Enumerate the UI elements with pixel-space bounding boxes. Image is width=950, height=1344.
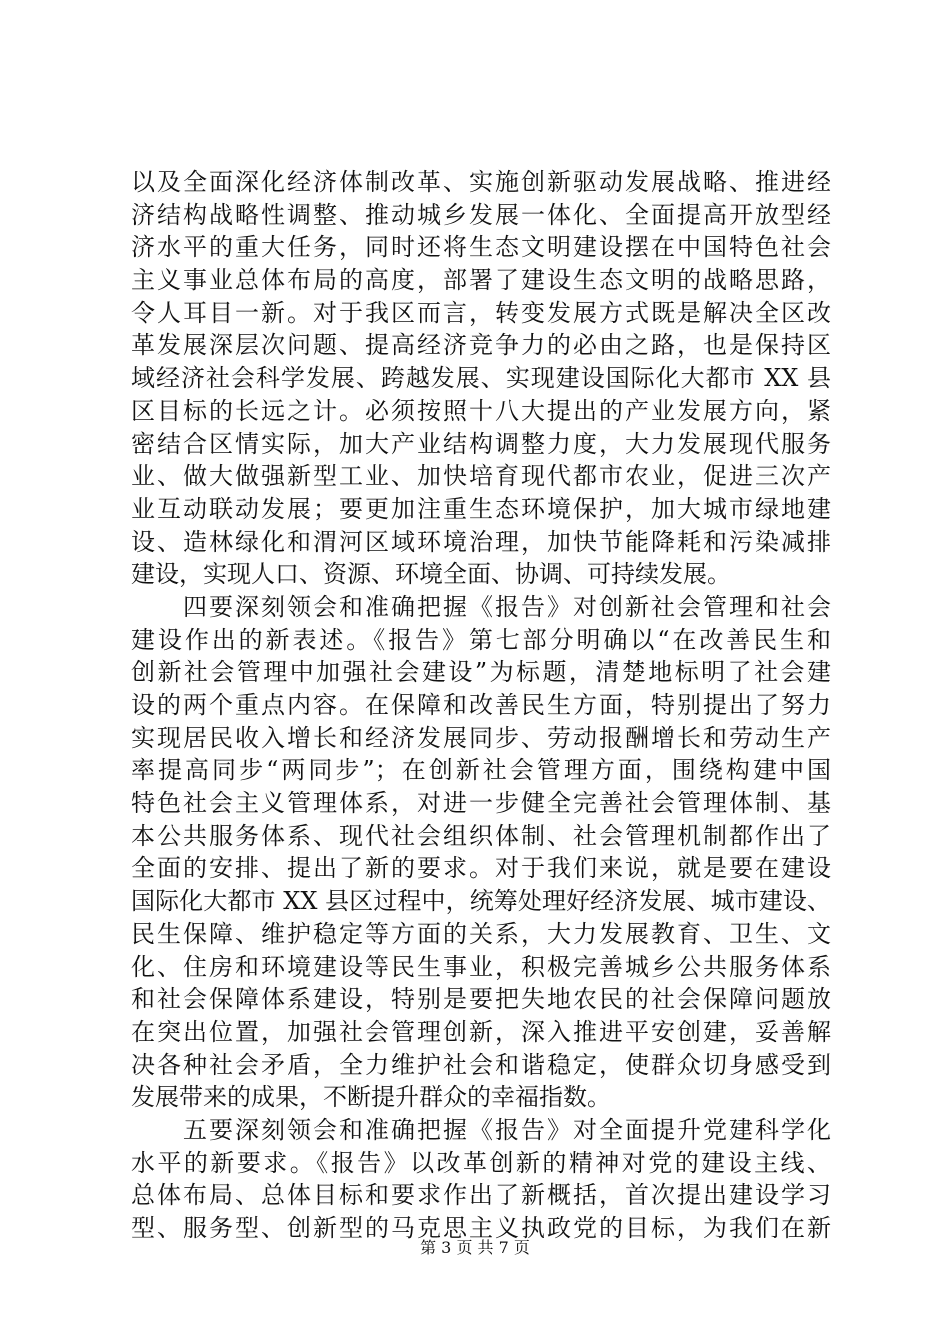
text-line: 本公共服务体系、现代社会组织体制、社会管理机制都作出了 [131, 821, 831, 850]
text-line: 密结合区情实际，加大产业结构调整力度，大力发展现代服务 [131, 429, 831, 458]
text-line: 在突出位置，加强社会管理创新，深入推进平安创建，妥善解 [131, 1017, 831, 1046]
text-line: 区目标的长远之计。必须按照十八大提出的产业发展方向，紧 [131, 396, 831, 425]
body-text [131, 166, 831, 1245]
text-line: 四要深刻领会和准确把握《报告》对创新社会管理和社会 [183, 592, 831, 621]
text-line: 令人耳目一新。对于我区而言，转变发展方式既是解决全区改 [131, 298, 831, 327]
text-line: 业、做大做强新型工业、加快培育现代都市农业，促进三次产 [131, 462, 831, 491]
text-line: 主义事业总体布局的高度，部署了建设生态文明的战略思路， [131, 266, 831, 295]
text-line: 域经济社会科学发展、跨越发展、实现建设国际化大都市 XX 县 [131, 364, 831, 393]
text-line: 率提高同步“两同步”；在创新社会管理方面，围绕构建中国 [131, 756, 831, 785]
text-line: 型、服务型、创新型的马克思主义执政党的目标，为我们在新 [131, 1214, 831, 1242]
text-line: 总体布局、总体目标和要求作出了新概括，首次提出建设学习 [131, 1181, 831, 1210]
text-line: 化、住房和环境建设等民生事业，积极完善城乡公共服务体系 [131, 952, 831, 981]
text-line: 国际化大都市 XX 县区过程中，统筹处理好经济发展、城市建设、 [131, 887, 831, 916]
text-line: 和社会保障体系建设，特别是要把失地农民的社会保障问题放 [131, 985, 831, 1014]
text-line: 实现居民收入增长和经济发展同步、劳动报酬增长和劳动生产 [131, 723, 831, 752]
text-line: 济水平的重大任务，同时还将生态文明建设摆在中国特色社会 [131, 233, 831, 262]
text-line: 水平的新要求。《报告》以改革创新的精神对党的建设主线、 [131, 1148, 831, 1177]
text-line: 发展带来的成果，不断提升群众的幸福指数。 [131, 1083, 611, 1112]
text-line: 全面的安排、提出了新的要求。对于我们来说，就是要在建设 [131, 854, 831, 883]
page-footer: 第 3 页 共 7 页 [420, 1238, 530, 1257]
text-line: 建设，实现人口、资源、环境全面、协调、可持续发展。 [131, 560, 731, 589]
text-line: 济结构战略性调整、推动城乡发展一体化、全面提高开放型经 [131, 200, 831, 229]
text-line: 创新社会管理中加强社会建设”为标题，清楚地标明了社会建 [131, 658, 831, 687]
text-line: 建设作出的新表述。《报告》第七部分明确以“在改善民生和 [131, 625, 831, 654]
text-line: 民生保障、维护稳定等方面的关系，大力发展教育、卫生、文 [131, 919, 831, 948]
text-line: 以及全面深化经济体制改革、实施创新驱动发展战略、推进经 [131, 168, 831, 196]
text-line: 特色社会主义管理体系，对进一步健全完善社会管理体制、基 [131, 789, 831, 818]
text-line: 五要深刻领会和准确把握《报告》对全面提升党建科学化 [183, 1115, 831, 1144]
text-line: 业互动联动发展；要更加注重生态环境保护，加大城市绿地建 [131, 494, 831, 523]
text-line: 决各种社会矛盾，全力维护社会和谐稳定，使群众切身感受到 [131, 1050, 831, 1079]
text-line: 设、造林绿化和渭河区域环境治理，加快节能降耗和污染减排 [131, 527, 831, 556]
text-line: 设的两个重点内容。在保障和改善民生方面，特别提出了努力 [131, 691, 831, 719]
text-line: 革发展深层次问题、提高经济竞争力的必由之路，也是保持区 [131, 331, 831, 360]
